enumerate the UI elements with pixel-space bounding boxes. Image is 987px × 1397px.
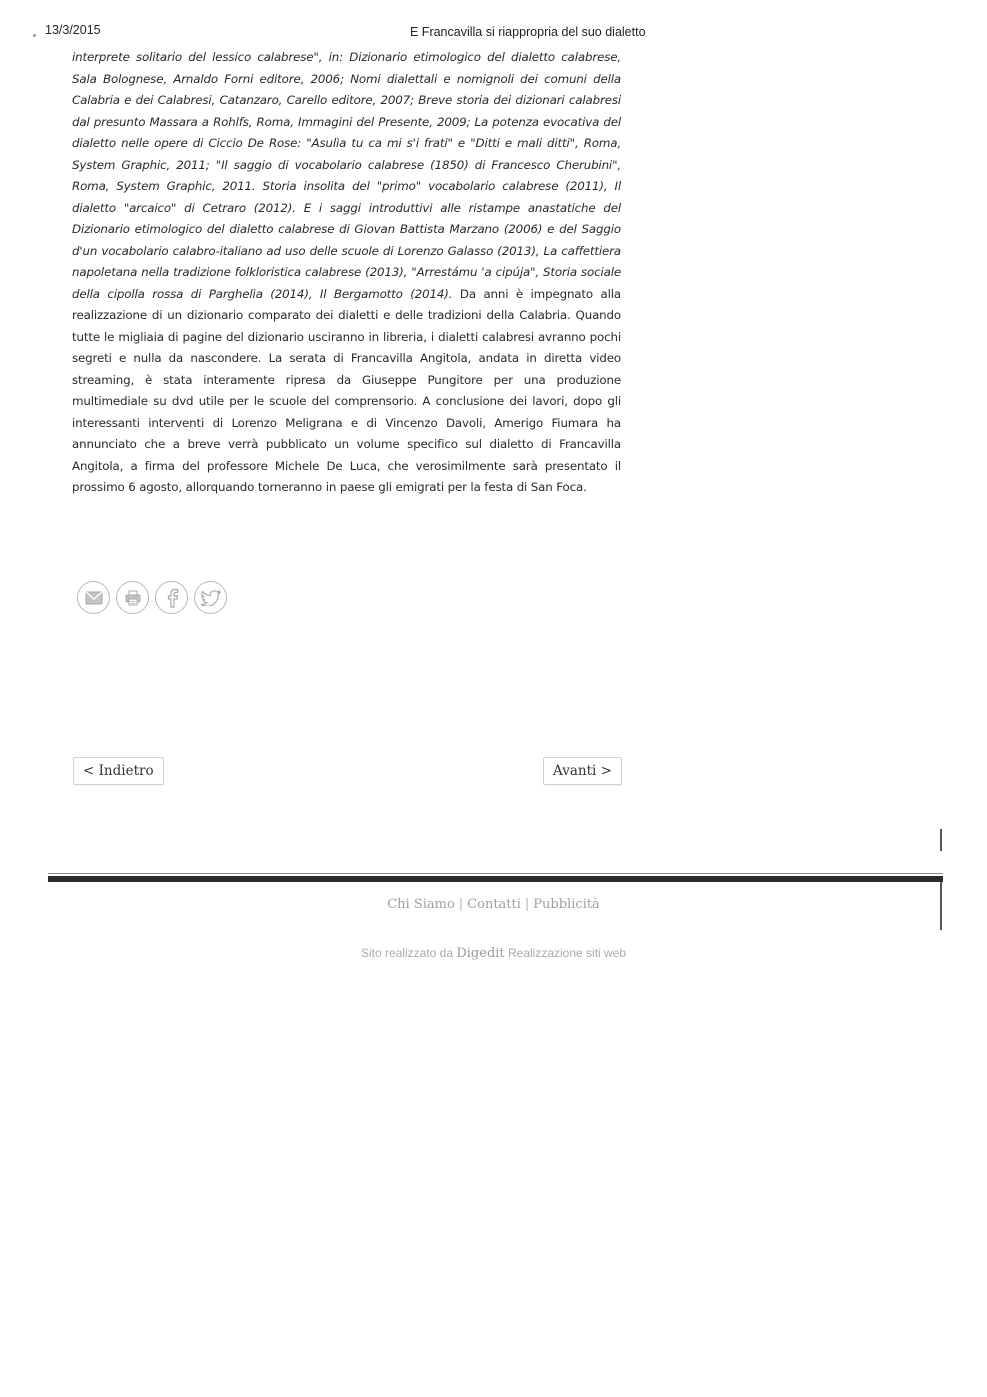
article-bibliography-text: interprete solitario del lessico calabrese", in: Dizionario etimologico del dialetto calabrese, Sala Bolognese, Arnaldo Forni editore, 2006; Nomi dialettali e nomignoli dei comuni della Calabria e dei Calabresi, Catanzaro, Carello editore, 2007; Breve storia dei dizionari calabresi dal presunto Massara a Rohlfs, Roma, Immagini del Presente, 2009; La potenza evocativa del dialetto nelle opere di Ciccio De Rose: "Asulìa tu ca mi s'i frati" e "Ditti e mali ditti", Roma, System Graphic, 2011; "Il saggio di vocabolario calabrese (1850) di Francesco Cherubini", Roma, System Graphic, 2011. Storia insolita del "primo" vocabolario calabrese (2011), Il dialetto "arcaico" di Cetraro (2012). E i saggi introduttivi alle ristampe anastatiche del Dizionario etimologico del dialetto calabrese di Giovan Battista Marzano (2006) e del Saggio d'un vocabolario calabro-italiano ad uso delle scuole di Lorenzo Galasso (2013), La caffettiera napoletana nella tradizione folkloristica calabrese (2013), "Arrestámu 'a cipúja", Storia sociale della cipolla rossa di Parghelìa (2014), Il Bergamotto (2014). — [72, 50, 621, 301]
print-date: 13/3/2015 — [45, 23, 101, 37]
email-icon[interactable] — [77, 581, 110, 614]
print-icon[interactable] — [116, 581, 149, 614]
article-body — [72, 47, 621, 499]
page-edge-line — [940, 829, 942, 851]
footer-credit-suffix[interactable]: Realizzazione siti web — [508, 946, 627, 960]
article-body-text: Da anni è impegnato alla realizzazione di un dizionario comparato dei dialetti e delle tradizioni della Calabria. Quando tutte le migliaia di pagine del dizionario usciranno in libreria, i dialetti calabresi avranno pochi segreti e nulla da nascondere. La serata di Francavilla Angitola, andata in diretta video streaming, è stata interamente ripresa da Giuseppe Pungitore per una produzione multimediale su dvd utile per le scuole del comprensorio. A conclusione dei lavori, dopo gli interessanti interventi di Lorenzo Meligrana e di Vincenzo Davoli, Amerigo Fiumara ha annunciato che a breve verrà pubblicato un volume specifico sul dialetto di Francavilla Angitola, a firma del professore Michele De Luca, che verosimilmente sarà presentato il prossimo 6 agosto, allorquando torneranno in paese gli emigrati per la festa di San Foca. — [72, 286, 621, 494]
digedit-link[interactable]: Digedit — [456, 946, 505, 961]
next-article-button[interactable]: Avanti > — [543, 757, 622, 785]
share-toolbar — [77, 581, 227, 617]
facebook-icon[interactable] — [155, 581, 188, 614]
footer-nav — [0, 897, 987, 912]
footer-credit-prefix: Sito realizzato da — [360, 946, 453, 960]
print-page-title: E Francavilla si riappropria del suo dialetto — [410, 25, 646, 39]
footer-link-contatti[interactable]: Contatti — [467, 897, 521, 912]
print-header — [0, 20, 987, 42]
footer-divider — [48, 876, 943, 882]
footer-link-chi-siamo[interactable]: Chi Siamo — [387, 897, 455, 912]
previous-article-button[interactable]: < Indietro — [73, 757, 164, 785]
footer-separator: | — [524, 897, 530, 912]
footer-separator: | — [458, 897, 464, 912]
footer-link-pubblicita[interactable]: Pubblicità — [533, 897, 600, 912]
footer-divider-thin — [48, 873, 943, 874]
twitter-icon[interactable] — [194, 581, 227, 614]
footer-credit — [0, 946, 987, 961]
